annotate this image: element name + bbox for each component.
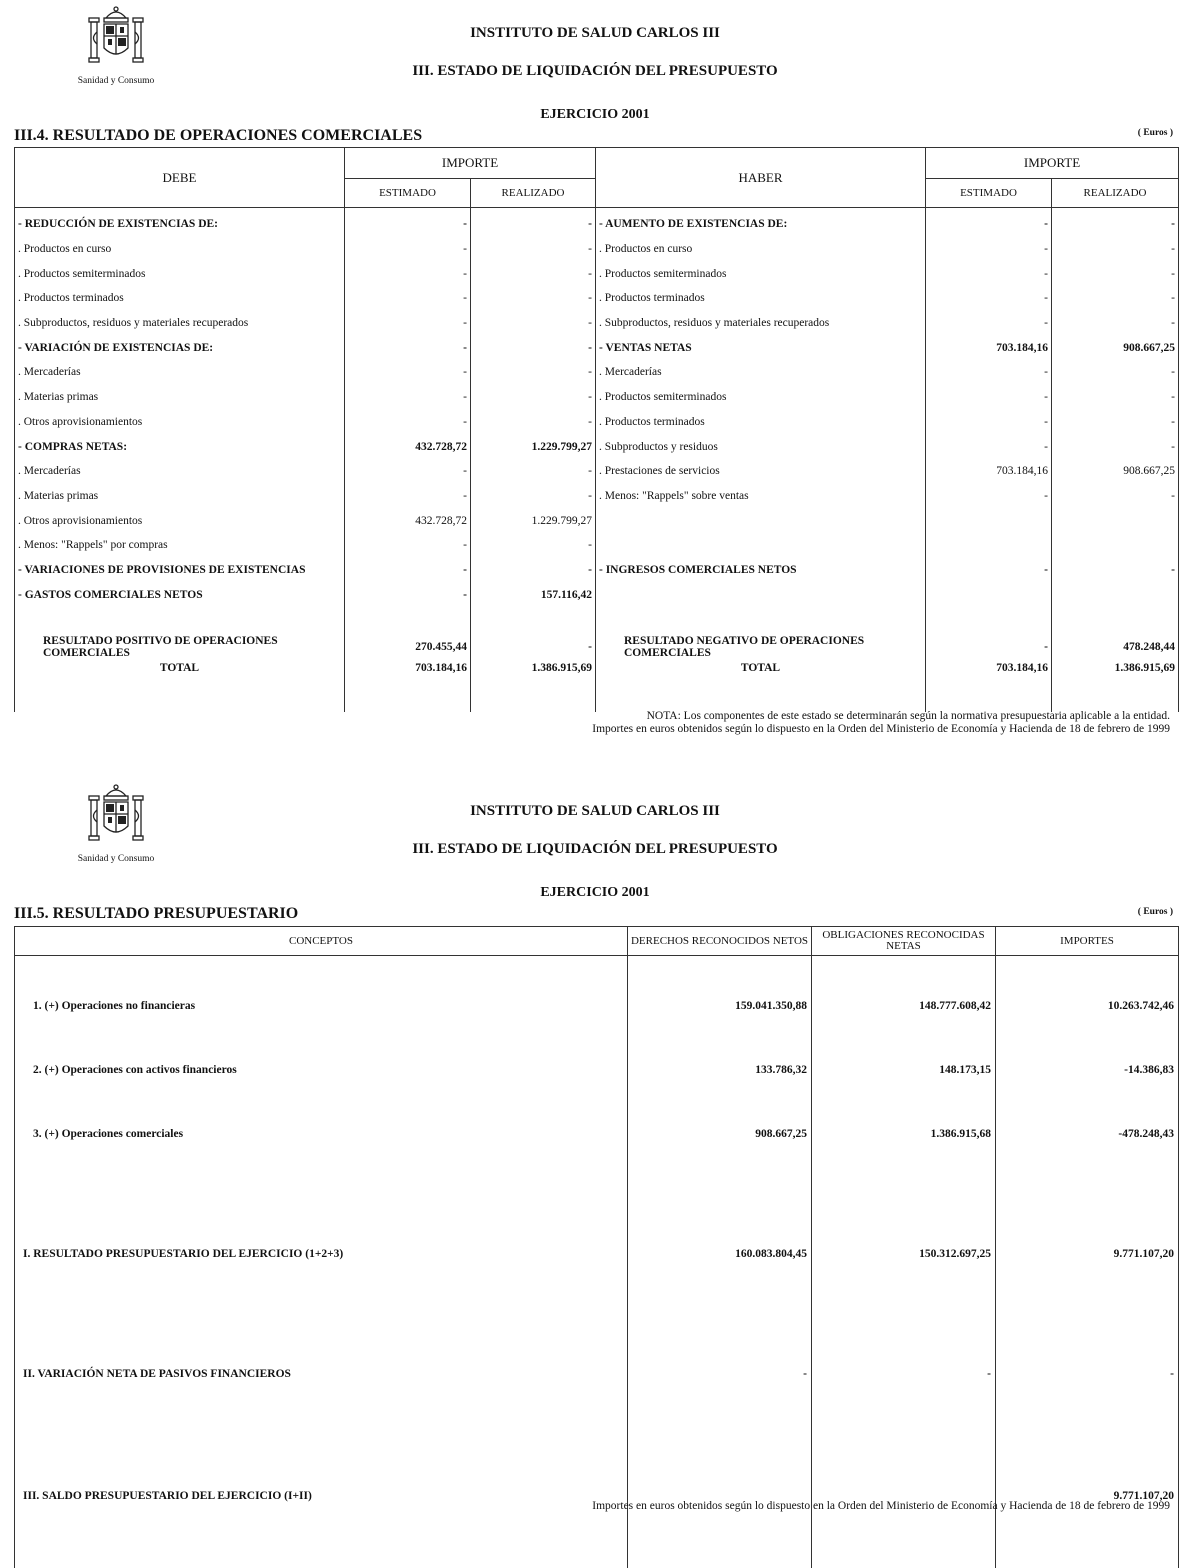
table-row [15,237,1179,262]
col-importe-haber: IMPORTE [926,148,1179,179]
row-value: - [345,208,471,237]
row-value: - [345,237,471,262]
row-label: - INGRESOS COMERCIALES NETOS [596,558,926,583]
row-obligaciones: 148.777.608,42 [812,956,996,1021]
row-value: 1.229.799,27 [471,434,596,459]
exercise-title: EJERCICIO 2001 [540,107,650,122]
total-label: TOTAL [596,662,926,687]
col-haber: HABER [596,148,926,208]
section-title: III.4. RESULTADO DE OPERACIONES COMERCIALES [14,127,423,144]
row-obligaciones: - [812,1268,996,1388]
row-obligaciones: 1.386.915,68 [812,1084,996,1148]
row-value: - [471,558,596,583]
col-debe: DEBE [15,148,345,208]
row-value: - [926,237,1052,262]
row-value: - [345,582,471,607]
row-label [596,582,926,607]
table-row [15,533,1179,558]
row-value: - [1052,237,1179,262]
row-label: . Subproductos, residuos y materiales recuperados [596,311,926,336]
row-value: - [345,484,471,509]
col-estimado: ESTIMADO [926,179,1052,208]
row-label: . Mercaderías [15,459,345,484]
row-importes: - [996,1268,1179,1388]
row-label: . Productos en curso [15,237,345,262]
table-row [15,208,1179,237]
row-value: - [926,434,1052,459]
row-label: 2. (+) Operaciones con activos financieros [15,1020,628,1084]
row-value: - [345,311,471,336]
row-importes: 9.771.107,20 [996,1148,1179,1268]
result-negative-realizado: 478.248,44 [1052,632,1179,662]
row-value: - [926,410,1052,435]
currency-label: ( Euros ) [1137,907,1173,917]
col-importe-debe: IMPORTE [345,148,596,179]
table-row [15,311,1179,336]
row-value: - [1052,286,1179,311]
row-value: - [1052,208,1179,237]
row-importes: -478.248,43 [996,1084,1179,1148]
row-value: - [471,311,596,336]
row-importes: 10.263.742,46 [996,956,1179,1021]
result-negative-estimado: - [926,632,1052,662]
table-row [15,1388,1179,1510]
institute-title: INSTITUTO DE SALUD CARLOS III [470,803,720,819]
row-derechos: 160.083.804,45 [628,1148,812,1268]
result-positive-realizado: - [471,632,596,662]
row-value: 908.667,25 [1052,335,1179,360]
row-value: 1.229.799,27 [471,508,596,533]
row-derechos [628,1388,812,1510]
table-row [15,360,1179,385]
row-value: - [1052,484,1179,509]
row-derechos: 133.786,32 [628,1020,812,1084]
row-value: - [926,261,1052,286]
table-row [15,558,1179,583]
spacer-row [15,607,1179,632]
row-obligaciones [812,1388,996,1510]
row-value: 432.728,72 [345,434,471,459]
total-row [15,662,1179,687]
resultado-presupuestario-table [14,926,1179,1568]
row-value: 908.667,25 [1052,459,1179,484]
row-value: - [926,208,1052,237]
logo-caption: Sanidad y Consumo [77,76,155,86]
row-value: - [471,335,596,360]
row-label: . Productos terminados [596,286,926,311]
row-value [926,508,1052,533]
row-value: - [471,286,596,311]
row-label: - VENTAS NETAS [596,335,926,360]
row-value: - [345,261,471,286]
row-obligaciones: 148.173,15 [812,1020,996,1084]
row-value: - [1052,261,1179,286]
table-row [15,508,1179,533]
row-value: - [345,335,471,360]
statement-title: III. ESTADO DE LIQUIDACIÓN DEL PRESUPUESTO [412,63,778,79]
row-label: . Productos en curso [596,237,926,262]
row-value: - [1052,558,1179,583]
row-label: - VARIACIÓN DE EXISTENCIAS DE: [15,335,345,360]
row-label: - VARIACIONES DE PROVISIONES DE EXISTENCIAS [15,558,345,583]
table-row [15,484,1179,509]
col-estimado: ESTIMADO [345,179,471,208]
row-value: 157.116,42 [471,582,596,607]
spacer-row [15,1510,1179,1568]
col-importes: IMPORTES [996,927,1179,956]
row-label: . Prestaciones de servicios [596,459,926,484]
result-negative-label: RESULTADO NEGATIVO DE OPERACIONES COMERCIALES [596,632,926,662]
row-value: - [471,484,596,509]
row-value: - [345,533,471,558]
row-label: . Subproductos y residuos [596,434,926,459]
row-value: - [471,261,596,286]
row-value: - [1052,434,1179,459]
row-label: III. SALDO PRESUPUESTARIO DEL EJERCICIO (I+II) [15,1388,628,1510]
table-row [15,1148,1179,1268]
total-haber-estimado: 703.184,16 [926,662,1052,687]
row-label [596,508,926,533]
row-value: - [345,286,471,311]
row-label: . Productos semiterminados [15,261,345,286]
footnote-importes: Importes en euros obtenidos según lo dispuesto en la Orden del Ministerio de Economía y Hacienda de 18 de febrero de 1999 [592,723,1170,735]
col-obligaciones: OBLIGACIONES RECONOCIDAS NETAS [812,927,996,956]
operaciones-comerciales-table [14,147,1179,712]
table-row [15,1268,1179,1388]
footnote-importes: Importes en euros obtenidos según lo dispuesto en la Orden del Ministerio de Economía y Hacienda de 18 de febrero de 1999 [592,1500,1170,1512]
row-value: - [471,459,596,484]
table-row [15,410,1179,435]
row-label: . Productos semiterminados [596,261,926,286]
row-label: 1. (+) Operaciones no financieras [15,956,628,1021]
table-row [15,956,1179,1021]
row-label: - GASTOS COMERCIALES NETOS [15,582,345,607]
result-positive-estimado: 270.455,44 [345,632,471,662]
row-label: - REDUCCIÓN DE EXISTENCIAS DE: [15,208,345,237]
footnote-nota: NOTA: Los componentes de este estado se determinarán según la normativa presupuestaria aplicable a la entidad. [646,710,1170,722]
total-label: TOTAL [15,662,345,687]
table-row [15,261,1179,286]
row-obligaciones: 150.312.697,25 [812,1148,996,1268]
row-value: - [926,385,1052,410]
row-label: . Productos terminados [15,286,345,311]
table-row [15,385,1179,410]
row-derechos: 908.667,25 [628,1084,812,1148]
row-value: - [471,385,596,410]
table-row [15,434,1179,459]
currency-label: ( Euros ) [1137,128,1173,138]
table-row [15,1020,1179,1084]
total-haber-realizado: 1.386.915,69 [1052,662,1179,687]
row-label [596,533,926,558]
row-value: - [345,360,471,385]
row-value: - [926,286,1052,311]
result-positive-label: RESULTADO POSITIVO DE OPERACIONES COMERCIALES [15,632,345,662]
exercise-title: EJERCICIO 2001 [540,885,650,900]
row-label: I. RESULTADO PRESUPUESTARIO DEL EJERCICIO (1+2+3) [15,1148,628,1268]
row-label: II. VARIACIÓN NETA DE PASIVOS FINANCIEROS [15,1268,628,1388]
row-value [1052,582,1179,607]
row-value: - [926,360,1052,385]
row-value: - [471,410,596,435]
row-label: . Productos semiterminados [596,385,926,410]
institute-title: INSTITUTO DE SALUD CARLOS III [470,25,720,41]
total-debe-realizado: 1.386.915,69 [471,662,596,687]
result-row [15,632,1179,662]
row-value: 432.728,72 [345,508,471,533]
footnote [592,710,1170,736]
statement-title: III. ESTADO DE LIQUIDACIÓN DEL PRESUPUESTO [412,841,778,857]
row-label: . Materias primas [15,385,345,410]
row-value: 703.184,16 [926,459,1052,484]
row-value: - [471,208,596,237]
row-label: . Mercaderías [596,360,926,385]
row-value: - [926,558,1052,583]
spacer-row [15,686,1179,712]
table-row [15,459,1179,484]
col-conceptos: CONCEPTOS [15,927,628,956]
row-value: - [1052,360,1179,385]
table-row [15,582,1179,607]
row-label: - AUMENTO DE EXISTENCIAS DE: [596,208,926,237]
row-label: . Otros aprovisionamientos [15,508,345,533]
row-label: . Subproductos, residuos y materiales recuperados [15,311,345,336]
row-value [1052,508,1179,533]
row-label: . Otros aprovisionamientos [15,410,345,435]
total-debe-estimado: 703.184,16 [345,662,471,687]
row-label: . Mercaderías [15,360,345,385]
row-value: - [345,558,471,583]
col-realizado: REALIZADO [471,179,596,208]
row-derechos: - [628,1268,812,1388]
row-label: . Menos: "Rappels" sobre ventas [596,484,926,509]
col-derechos: DERECHOS RECONOCIDOS NETOS [628,927,812,956]
row-value: - [345,459,471,484]
row-value: - [926,484,1052,509]
row-value: - [471,533,596,558]
row-value: - [926,311,1052,336]
row-importes: 9.771.107,20 [996,1388,1179,1510]
row-importes: -14.386,83 [996,1020,1179,1084]
table-row [15,286,1179,311]
row-label: - COMPRAS NETAS: [15,434,345,459]
row-label: 3. (+) Operaciones comerciales [15,1084,628,1148]
row-value: - [1052,385,1179,410]
row-label: . Materias primas [15,484,345,509]
row-label: . Menos: "Rappels" por compras [15,533,345,558]
row-value: 703.184,16 [926,335,1052,360]
row-value [926,533,1052,558]
row-value [926,582,1052,607]
row-value: - [345,410,471,435]
row-value: - [1052,311,1179,336]
table-row [15,1084,1179,1148]
row-value: - [1052,410,1179,435]
row-value: - [471,360,596,385]
col-realizado: REALIZADO [1052,179,1179,208]
row-value [1052,533,1179,558]
section-title: III.5. RESULTADO PRESUPUESTARIO [14,905,299,922]
row-value: - [345,385,471,410]
row-label: . Productos terminados [596,410,926,435]
row-derechos: 159.041.350,88 [628,956,812,1021]
row-value: - [471,237,596,262]
table-row [15,335,1179,360]
logo-caption: Sanidad y Consumo [77,854,155,864]
